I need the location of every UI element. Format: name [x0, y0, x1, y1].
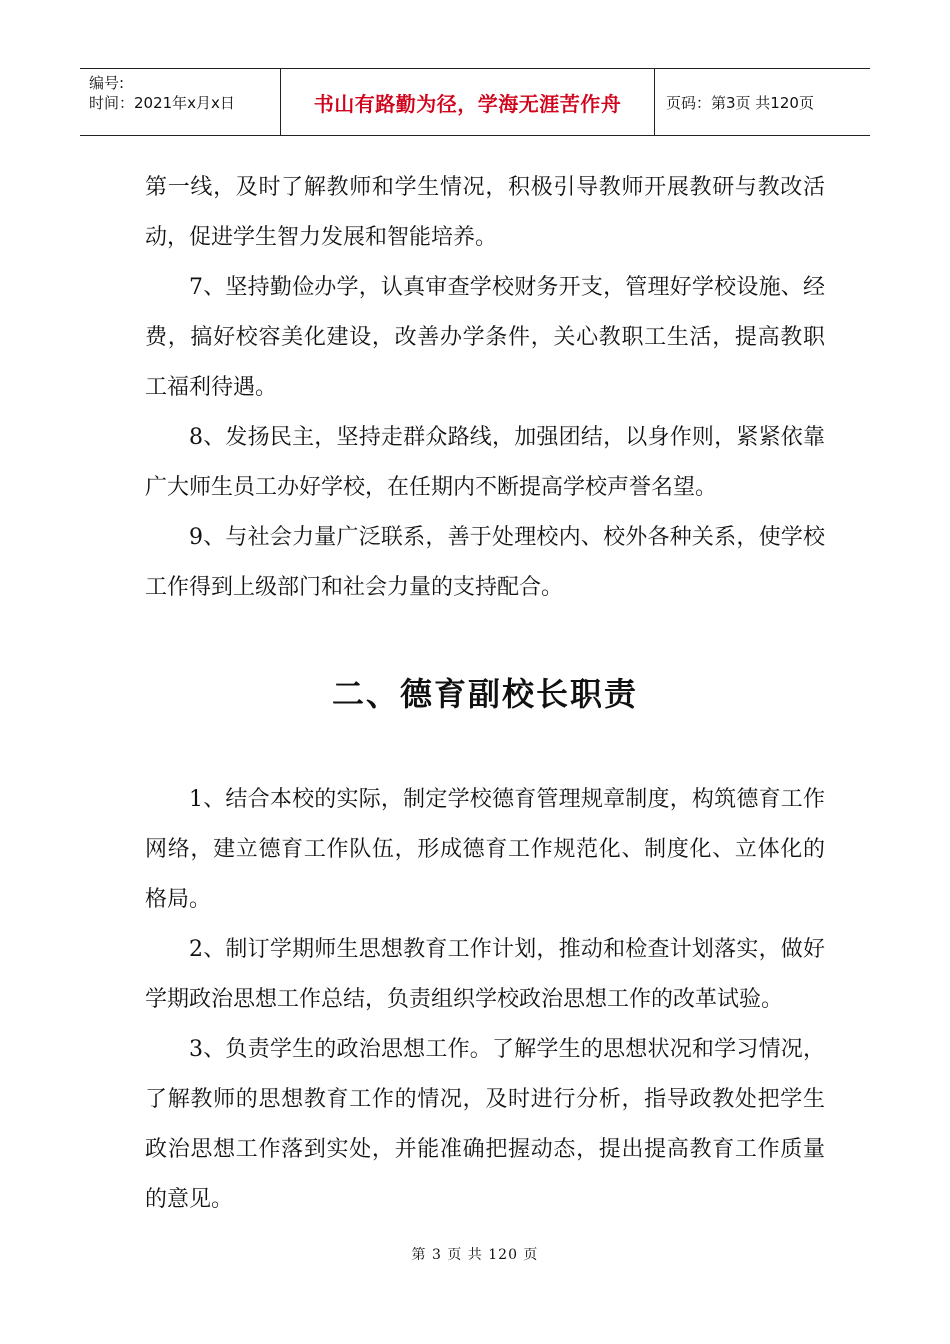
duty-item-7: 7、坚持勤俭办学，认真审查学校财务开支，管理好学校设施、经费，搞好校容美化建设，改善办学条件，关心教职工生活，提高教职工福利待遇。	[145, 275, 825, 400]
document-time-label: 时间：2021年x月x日	[89, 94, 235, 112]
page-footer: 第 3 页 共 120 页	[411, 1247, 539, 1263]
page-header	[80, 68, 870, 136]
header-motto: 书山有路勤为径，学海无涯苦作舟	[313, 91, 622, 116]
header-motto-cell	[281, 69, 655, 135]
duty-item-9: 9、与社会力量广泛联系，善于处理校内、校外各种关系，使学校工作得到上级部门和社会力量的支持配合。	[145, 525, 825, 600]
duty-item-8: 8、发扬民主，坚持走群众路线，加强团结，以身作则，紧紧依靠广大师生员工办好学校，在任期内不断提高学校声誉名望。	[145, 425, 825, 500]
moral-duty-item-3: 3、负责学生的政治思想工作。了解学生的思想状况和学习情况，了解教师的思想教育工作的情况，及时进行分析，指导政教处把学生政治思想工作落到实处，并能准确把握动态，提出提高教育工作质量的意见。	[145, 1037, 825, 1212]
header-page-info: 页码：第3页 共120页	[666, 93, 814, 112]
continuation-paragraph: 第一线，及时了解教师和学生情况，积极引导教师开展教研与教改活动，促进学生智力发展和智能培养。	[145, 175, 825, 250]
header-page-cell	[655, 69, 870, 135]
header-meta-cell	[80, 69, 281, 135]
document-number-label: 编号:	[89, 74, 125, 92]
moral-duty-item-1: 1、结合本校的实际，制定学校德育管理规章制度，构筑德育工作网络，建立德育工作队伍，形成德育工作规范化、制度化、立体化的格局。	[145, 787, 825, 912]
document-body	[145, 163, 825, 1225]
section-title: 二、德育副校长职责	[331, 675, 638, 713]
moral-duty-item-2: 2、制订学期师生思想教育工作计划，推动和检查计划落实，做好学期政治思想工作总结，负责组织学校政治思想工作的改革试验。	[145, 937, 825, 1012]
